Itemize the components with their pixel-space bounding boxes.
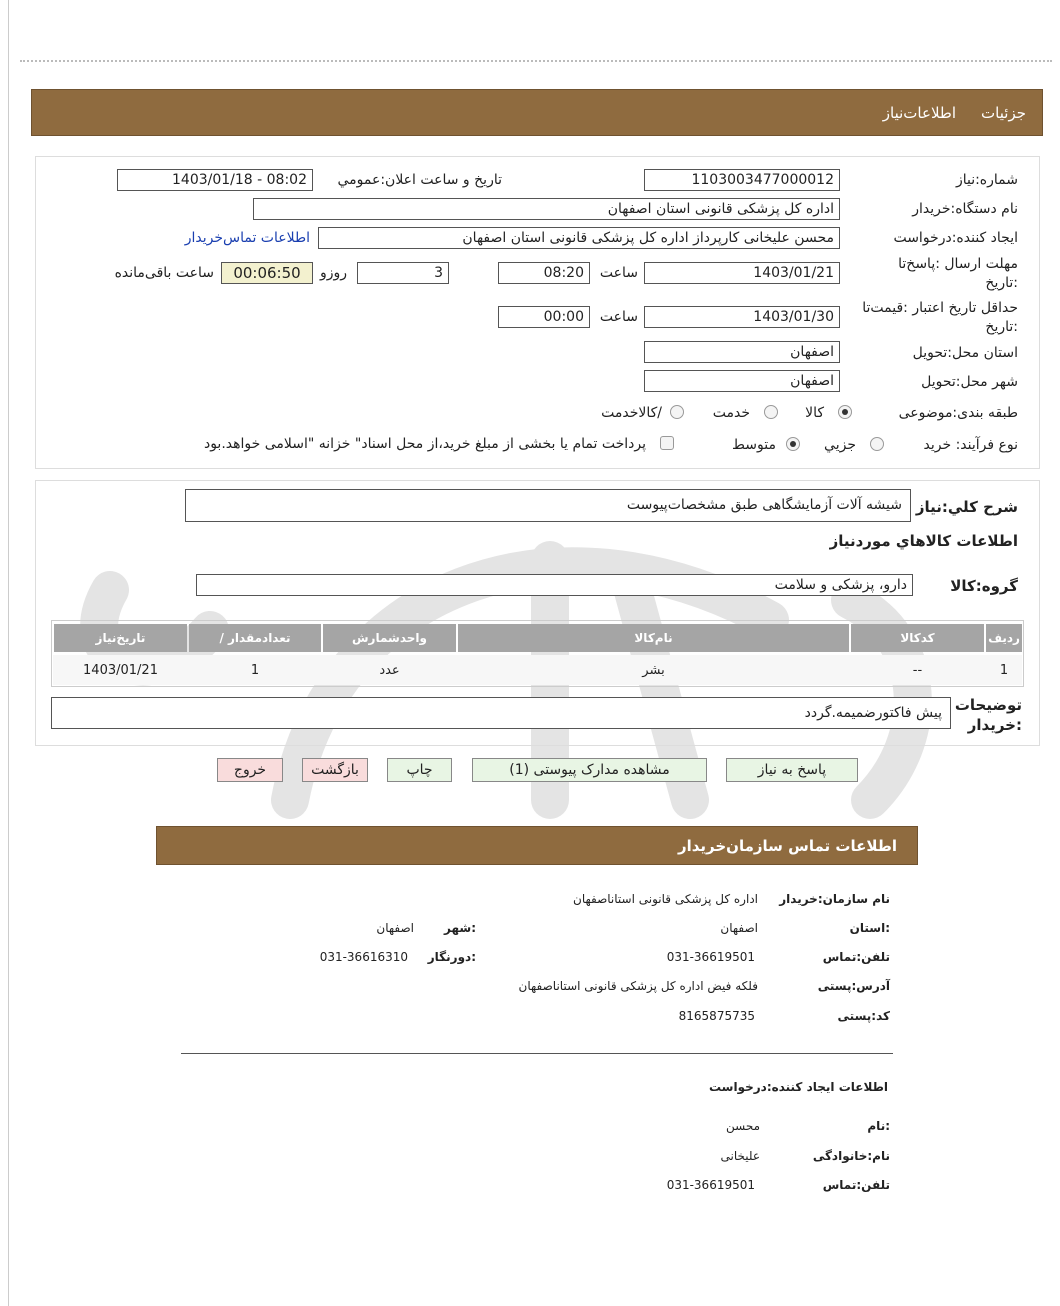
category-goods-radio[interactable] bbox=[838, 405, 852, 419]
org-phone-label: تلفن:تماس bbox=[822, 950, 890, 964]
cell-unit: عدد bbox=[379, 663, 400, 678]
cell-row: 1 bbox=[999, 663, 1009, 678]
section-divider bbox=[181, 1053, 893, 1054]
category-both-radio[interactable] bbox=[670, 405, 684, 419]
col-qty: / تعدادمقدار bbox=[189, 624, 321, 652]
org-contact-title: اطلاعات تماس سازمان‌خریدار bbox=[677, 837, 897, 855]
goods-group-field: دارو، پزشکی و سلامت bbox=[196, 574, 913, 596]
col-row: ردیف bbox=[986, 624, 1022, 652]
buyer-notes-label-2: :خریدار bbox=[967, 716, 1022, 734]
category-service-label: خدمت bbox=[712, 405, 750, 421]
category-both-label: /کالاخدمت bbox=[601, 405, 662, 421]
cell-name: بشر bbox=[642, 663, 665, 678]
org-fax-label: :دورنگار bbox=[427, 950, 476, 964]
deadline-label: مهلت ارسال :پاسخ‌تا bbox=[898, 256, 1018, 272]
time-remaining-field: 00:06:50 bbox=[221, 262, 313, 284]
delivery-city-label: شهر محل:تحویل bbox=[921, 374, 1018, 390]
required-goods-title: اطلاعات کالاهاي موردنیاز bbox=[829, 532, 1018, 550]
delivery-province-field: اصفهان bbox=[644, 341, 840, 363]
goods-group-label: گروه:کالا bbox=[950, 577, 1018, 595]
col-name: نام‌کالا bbox=[458, 624, 849, 652]
org-name-value: اداره کل پزشکی قانونی استاناصفهان bbox=[573, 892, 758, 906]
time-remaining-label: ساعت باقی‌مانده bbox=[114, 265, 214, 281]
creator-last-name-label: نام:خانوادگی bbox=[812, 1149, 890, 1163]
treasury-payment-checkbox[interactable] bbox=[660, 436, 674, 450]
creator-field: محسن علیخانی کارپرداز اداره کل پزشکی قانونی استان اصفهان bbox=[318, 227, 840, 249]
creator-label: ایجاد کننده:درخواست bbox=[893, 230, 1018, 246]
buyer-name-label: نام دستگاه:خریدار bbox=[912, 201, 1018, 217]
announce-date-field: 1403/01/18 - 08:02 bbox=[117, 169, 313, 191]
buyer-name-field: اداره کل پزشکی قانونی استان اصفهان bbox=[253, 198, 840, 220]
exit-button[interactable]: خروج bbox=[217, 758, 283, 782]
col-unit: واحدشمارش bbox=[323, 624, 456, 652]
need-description-field: شیشه آلات آزمایشگاهی طبق مشخصات‌پیوست bbox=[185, 489, 911, 522]
need-number-label: شماره:نیاز bbox=[955, 172, 1018, 188]
delivery-city-field: اصفهان bbox=[644, 370, 840, 392]
org-fax-value: 031-36616310 bbox=[319, 950, 408, 964]
buyer-notes-label: توضیحات bbox=[954, 696, 1022, 714]
process-small-radio[interactable] bbox=[870, 437, 884, 451]
deadline-time-field: 08:20 bbox=[498, 262, 590, 284]
view-attachments-button[interactable]: مشاهده مدارک پیوستی (1) bbox=[472, 758, 707, 782]
creator-first-name-label: :نام bbox=[867, 1119, 890, 1133]
treasury-payment-text: پرداخت تمام یا بخشی از مبلغ خرید،از محل اسناد" خزانه "اسلامی خواهد.بود bbox=[203, 436, 646, 452]
need-description-label: شرح کلي:نیاز bbox=[915, 498, 1018, 516]
cell-code: -- bbox=[912, 663, 923, 678]
org-contact-header-bar bbox=[156, 826, 918, 865]
delivery-province-label: استان محل:تحویل bbox=[912, 345, 1018, 361]
org-province-label: :استان bbox=[849, 921, 890, 935]
org-city-value: اصفهان bbox=[376, 921, 414, 935]
announce-date-label: تاریخ و ساعت اعلان:عمومي bbox=[337, 172, 502, 188]
validity-label-2: :تاریخ bbox=[985, 319, 1018, 335]
process-type-label: نوع فرآیند: خرید bbox=[923, 437, 1018, 453]
deadline-date-field: 1403/01/21 bbox=[644, 262, 840, 284]
org-address-label: آدرس:پستی bbox=[817, 979, 890, 993]
org-postal-value: 8165875735 bbox=[678, 1009, 755, 1023]
back-button[interactable]: بازگشت bbox=[302, 758, 368, 782]
cell-date: 1403/01/21 bbox=[83, 663, 158, 678]
reply-button[interactable]: پاسخ به نیاز bbox=[726, 758, 858, 782]
top-dotted-divider bbox=[20, 60, 1052, 62]
validity-time-field: 00:00 bbox=[498, 306, 590, 328]
deadline-label-2: :تاریخ bbox=[985, 275, 1018, 291]
creator-phone-label: تلفن:تماس bbox=[822, 1178, 890, 1192]
validity-time-label: ساعت bbox=[599, 309, 638, 325]
need-number-field: 1103003477000012 bbox=[644, 169, 840, 191]
creator-info-title: اطلاعات ایجاد کننده:درخواست bbox=[708, 1080, 888, 1094]
tab-need-info[interactable]: اطلاعات‌نیاز bbox=[882, 104, 956, 122]
org-phone-value: 031-36619501 bbox=[666, 950, 755, 964]
validity-date-field: 1403/01/30 bbox=[644, 306, 840, 328]
buyer-contact-link[interactable]: اطلاعات تماس‌خریدار bbox=[184, 230, 310, 246]
cell-qty: 1 bbox=[250, 663, 260, 678]
org-province-value: اصفهان bbox=[720, 921, 758, 935]
process-small-label: جزيي bbox=[824, 437, 856, 453]
details-header-bar bbox=[31, 89, 1043, 136]
org-city-label: :شهر bbox=[444, 921, 476, 935]
print-button[interactable]: چاپ bbox=[387, 758, 452, 782]
days-remaining-field: 3 bbox=[357, 262, 449, 284]
org-address-value: فلکه فیض اداره کل پزشکی قانونی استاناصفهان bbox=[518, 979, 758, 993]
deadline-time-label: ساعت bbox=[599, 265, 638, 281]
left-border bbox=[8, 0, 9, 1306]
creator-first-name-value: محسن bbox=[725, 1119, 760, 1133]
creator-last-name-value: علیخانی bbox=[720, 1149, 760, 1163]
creator-phone-value: 031-36619501 bbox=[666, 1178, 755, 1192]
days-label: روزو bbox=[319, 265, 347, 281]
category-service-radio[interactable] bbox=[764, 405, 778, 419]
validity-label: حداقل تاریخ اعتبار :قیمت‌تا bbox=[862, 300, 1018, 316]
col-code: کدکالا bbox=[851, 624, 984, 652]
org-postal-label: کد:پستی bbox=[837, 1009, 890, 1023]
org-name-label: نام سازمان:خریدار bbox=[779, 892, 890, 906]
category-label: طبقه بندی:موضوعی bbox=[898, 405, 1018, 421]
tab-details[interactable]: جزئیات bbox=[981, 104, 1026, 122]
category-goods-label: کالا bbox=[805, 405, 824, 421]
col-date: تاریخ‌نیاز bbox=[54, 624, 187, 652]
process-medium-radio[interactable] bbox=[786, 437, 800, 451]
process-medium-label: متوسط bbox=[732, 437, 776, 453]
buyer-notes-field: پیش فاکتورضمیمه.گردد bbox=[51, 697, 951, 729]
